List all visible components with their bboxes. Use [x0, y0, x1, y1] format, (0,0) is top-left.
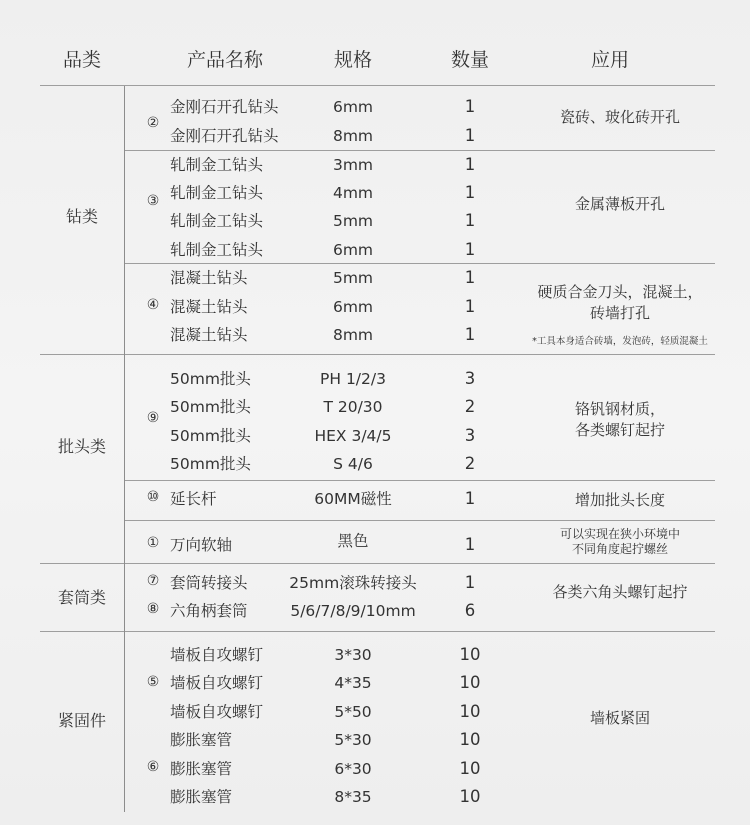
- header-product-name: 产品名称: [186, 49, 263, 71]
- application-text: 瓷砖、玻化砖开孔: [559, 108, 680, 126]
- product-name: 混凝土钻头: [170, 326, 248, 344]
- application-text: 铬钒钢材质，: [574, 400, 665, 418]
- group-marker-1: ①: [146, 535, 160, 551]
- group-marker-9: ⑨: [146, 410, 160, 426]
- product-spec: 5/6/7/8/9/10mm: [290, 602, 416, 620]
- product-qty: 2: [464, 397, 476, 416]
- product-spec: PH 1/2/3: [320, 370, 386, 388]
- category-divider: [40, 631, 715, 632]
- product-qty: 10: [459, 787, 481, 806]
- category-bit: 批头类: [57, 437, 106, 456]
- category-divider: [40, 354, 715, 355]
- product-qty: 1: [464, 297, 476, 316]
- product-spec: 黑色: [337, 532, 369, 550]
- application-note: *工具本身适合砖墙，发泡砖，轻质混凝土: [532, 336, 708, 347]
- product-spec: 6mm: [332, 98, 374, 116]
- product-name: 轧制金工钻头: [170, 241, 264, 259]
- product-qty: 1: [464, 325, 476, 344]
- product-name: 金刚石开孔钻头: [170, 127, 279, 145]
- product-name: 轧制金工钻头: [170, 212, 264, 230]
- product-spec: 5*50: [334, 703, 372, 721]
- product-spec: T 20/30: [323, 398, 383, 416]
- product-qty: 1: [464, 268, 476, 287]
- application-text: 各类螺钉起拧: [574, 421, 665, 439]
- product-spec: S 4/6: [333, 455, 373, 473]
- product-spec: 5mm: [332, 212, 374, 230]
- product-name: 墙板自攻螺钉: [170, 703, 264, 721]
- product-spec: 6mm: [332, 298, 374, 316]
- product-qty: 1: [464, 489, 476, 508]
- header-divider: [40, 85, 715, 86]
- group-marker-3: ③: [146, 193, 160, 209]
- group-divider: [124, 520, 715, 521]
- group-marker-4: ④: [146, 297, 160, 313]
- product-name: 膨胀塞管: [170, 788, 233, 806]
- product-spec: 4*35: [334, 674, 372, 692]
- category-fastener: 紧固件: [57, 711, 106, 730]
- product-qty: 2: [464, 454, 476, 473]
- product-qty: 10: [459, 730, 481, 749]
- product-name: 轧制金工钻头: [170, 156, 264, 174]
- application-text: 砖墙打孔: [589, 304, 650, 322]
- product-name: 50mm批头: [170, 427, 251, 445]
- product-qty: 10: [459, 759, 481, 778]
- product-qty: 3: [464, 426, 476, 445]
- product-spec: 5mm: [332, 269, 374, 287]
- group-marker-5: ⑤: [146, 674, 160, 690]
- product-spec: HEX 3/4/5: [314, 427, 392, 445]
- product-qty: 3: [464, 369, 476, 388]
- product-spec: 5*30: [334, 731, 372, 749]
- group-divider: [124, 150, 715, 151]
- group-marker-8: ⑧: [146, 601, 160, 617]
- product-name: 轧制金工钻头: [170, 184, 264, 202]
- product-name: 50mm批头: [170, 398, 251, 416]
- product-spec: 6mm: [332, 241, 374, 259]
- application-text: 硬质合金刀头，混凝土，: [537, 283, 703, 301]
- group-marker-6: ⑥: [146, 759, 160, 775]
- product-name: 套筒转接头: [170, 574, 248, 592]
- header-application: 应用: [590, 49, 629, 71]
- product-spec: 3*30: [334, 646, 372, 664]
- product-qty: 1: [464, 535, 476, 554]
- product-qty: 1: [464, 573, 476, 592]
- group-marker-7: ⑦: [146, 573, 160, 589]
- product-spec: 8*35: [334, 788, 372, 806]
- product-name: 混凝土钻头: [170, 269, 248, 287]
- header-spec: 规格: [333, 49, 372, 71]
- column-divider: [124, 86, 125, 812]
- category-drill: 钻类: [65, 207, 98, 226]
- product-spec: 3mm: [332, 156, 374, 174]
- product-name: 混凝土钻头: [170, 298, 248, 316]
- product-qty: 6: [464, 601, 476, 620]
- application-text: 墙板紧固: [589, 709, 650, 727]
- product-qty: 1: [464, 126, 476, 145]
- group-marker-2: ②: [146, 115, 160, 131]
- product-spec: 60MM磁性: [314, 490, 392, 508]
- application-text: 增加批头长度: [574, 491, 665, 509]
- product-name: 墙板自攻螺钉: [170, 646, 264, 664]
- group-marker-10: ⑩: [146, 489, 160, 505]
- product-qty: 1: [464, 97, 476, 116]
- category-socket: 套筒类: [57, 588, 106, 607]
- group-divider: [124, 263, 715, 264]
- category-divider: [40, 563, 715, 564]
- product-name: 膨胀塞管: [170, 731, 233, 749]
- product-name: 墙板自攻螺钉: [170, 674, 264, 692]
- product-name: 金刚石开孔钻头: [170, 98, 279, 116]
- application-text: 不同角度起拧螺丝: [571, 542, 668, 556]
- product-spec: 8mm: [332, 326, 374, 344]
- header-quantity: 数量: [450, 49, 489, 71]
- product-name: 50mm批头: [170, 370, 251, 388]
- product-name: 延长杆: [170, 490, 217, 508]
- product-spec: 4mm: [332, 184, 374, 202]
- application-text: 可以实现在狭小环境中: [559, 527, 680, 541]
- product-qty: 10: [459, 673, 481, 692]
- product-name: 膨胀塞管: [170, 760, 233, 778]
- header-category: 品类: [62, 49, 101, 71]
- product-qty: 1: [464, 183, 476, 202]
- product-qty: 1: [464, 240, 476, 259]
- application-text: 金属薄板开孔: [574, 195, 665, 213]
- product-qty: 1: [464, 211, 476, 230]
- product-qty: 10: [459, 702, 481, 721]
- product-spec: 8mm: [332, 127, 374, 145]
- product-name: 50mm批头: [170, 455, 251, 473]
- product-spec: 25mm滚珠转接头: [289, 574, 417, 592]
- group-divider: [124, 480, 715, 481]
- product-spec: 6*30: [334, 760, 372, 778]
- product-name: 万向软轴: [170, 536, 233, 554]
- product-name: 六角柄套筒: [170, 602, 248, 620]
- product-qty: 1: [464, 155, 476, 174]
- product-qty: 10: [459, 645, 481, 664]
- application-text: 各类六角头螺钉起拧: [552, 583, 688, 601]
